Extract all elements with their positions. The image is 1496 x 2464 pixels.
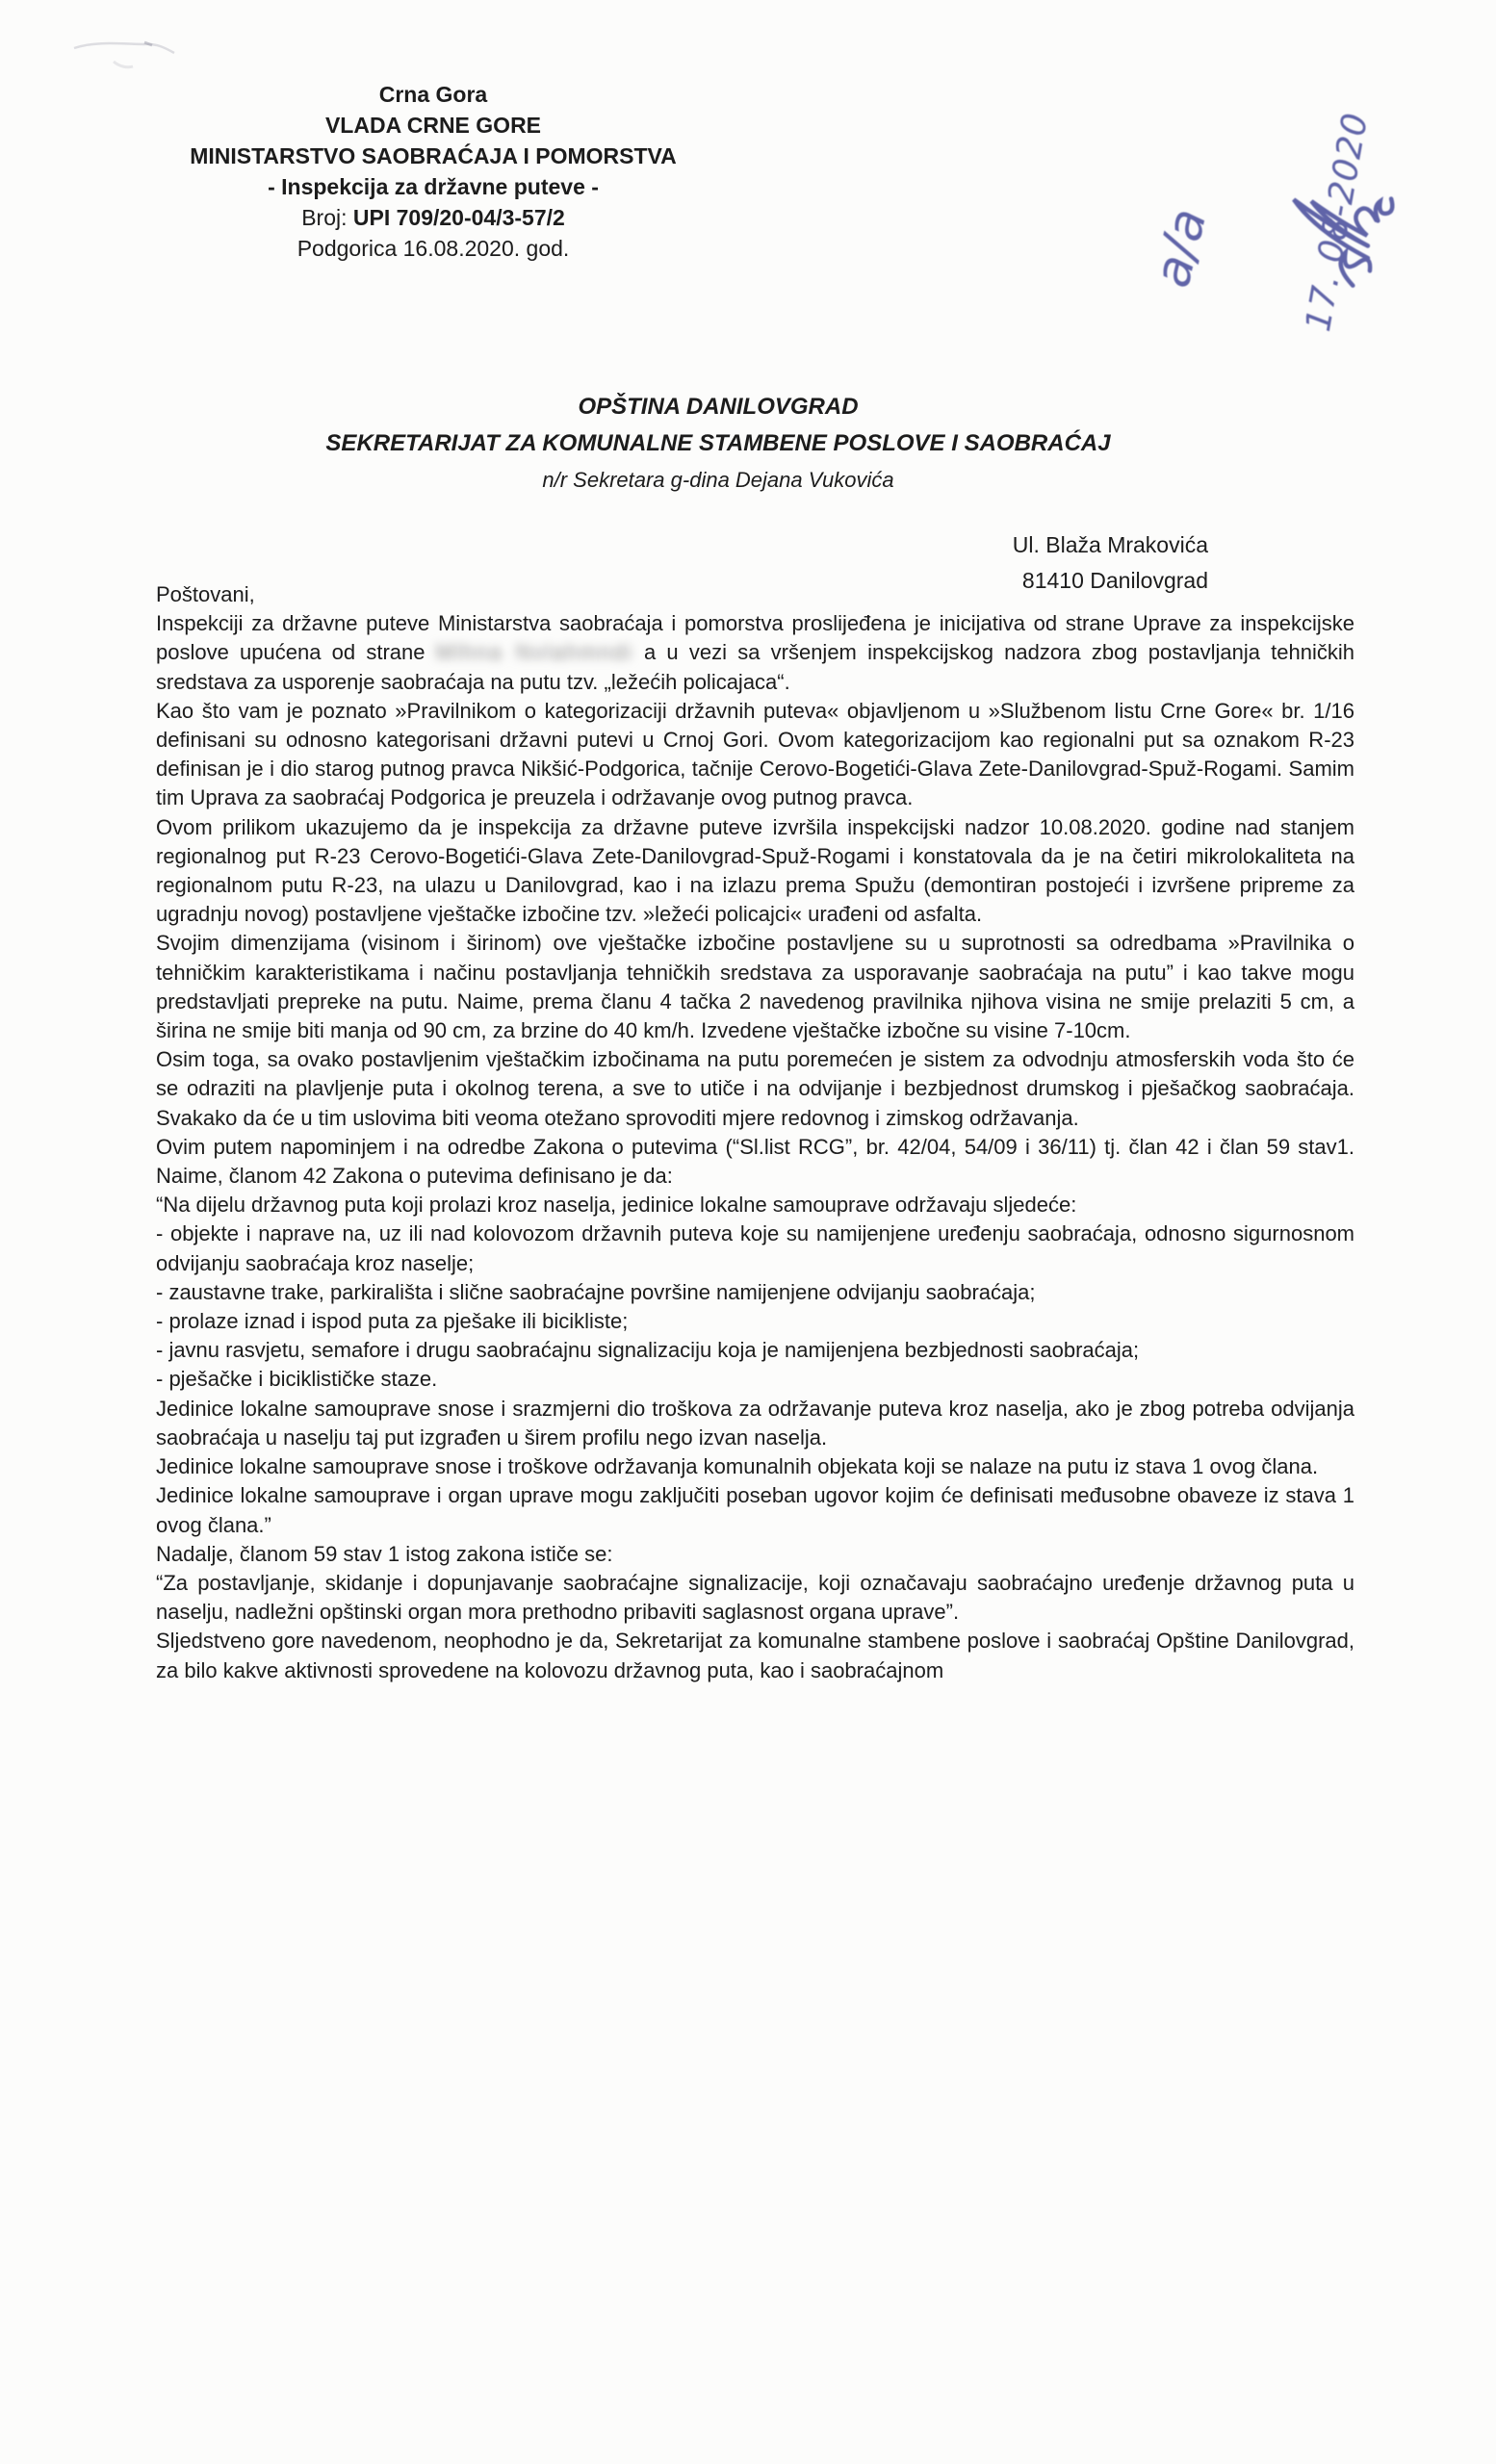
body-paragraph: “Na dijelu državnog puta koji prolazi kroz naselja, jedinice lokalne samouprave održavaju sljedeće: — [156, 1193, 1077, 1218]
body-text-span: a u vezi sa vršenjem inspekcijskog nadzora zbog postavljanja tehničkih sredstava za usporenje saobraćaja na putu tzv. „ležećih policajaca“. — [156, 640, 1354, 694]
handwritten-date: 17. 08-2020 — [1298, 109, 1377, 335]
body-text-span: Inspekciji za državne puteve Ministarstva saobraćaja i pomorstva proslijeđena je inicijativa od strane Uprave za inspekcijske poslove upućena od strane — [156, 611, 1354, 665]
body-paragraph: Osim toga, sa ovako postavljenim vještačkim izbočinama na putu poremećen je sistem za odvodnju atmosferskih voda što će se odraziti na plavljenje puta i okolnog terena, a sve to utiče i na odvijanje i bezbjednost drumskog i pješačkog saobraćaja. Svakako da će u tim uslovima biti veoma otežano sprovoditi mjere redovnog i zimskog održavanja. — [156, 1047, 1354, 1130]
body-paragraph: Jedinice lokalne samouprave snose i troškove održavanja komunalnih objekata koji se nalaze na putu iz stava 1 ovog člana. — [156, 1454, 1319, 1479]
letterhead-department: - Inspekcija za državne puteve - — [268, 174, 599, 199]
letterhead-place-date: Podgorica 16.08.2020. god. — [297, 236, 570, 261]
recipient-block — [0, 389, 1436, 499]
body-paragraph: Ovim putem napominjem i na odredbe Zakona o putevima (“Sl.list RCG”, br. 42/04, 54/09 i 36/11) tj. član 42 i član 59 stav1. Naime, članom 42 Zakona o putevima definisano je da: — [156, 1134, 1354, 1189]
body-paragraph: “Za postavljanje, skidanje i dopunjavanje saobraćajne signalizacije, koji označavaju saobraćajno uređenje državnog puta u naselju, nadležni opštinski organ mora prethodno pribaviti saglasnost organa uprave”. — [156, 1570, 1354, 1625]
body-paragraph: Jedinice lokalne samouprave snose i srazmjerni dio troškova za održavanje puteva kroz naselja, ako je zbog potreba odvijanja saobraćaja u naselju taj put izgrađen u širem profilu nego izvan naselja. — [156, 1396, 1354, 1450]
body-paragraph: Poštovani, — [156, 582, 255, 606]
letterhead-number — [135, 202, 732, 233]
body-paragraph: - pješačke i biciklističke staze. — [156, 1367, 438, 1392]
recipient-secretariat: SEKRETARIJAT ZA KOMUNALNE STAMBENE POSLOVE I SAOBRAĆAJ — [325, 430, 1111, 456]
body-paragraph: Ovom prilikom ukazujemo da je inspekcija za državne puteve izvršila inspekcijski nadzor 10.08.2020. godine nad stanjem regionalnog put R-23 Cerovo-Bogetići-Glava Zete-Danilovgrad-Spuž-Rogami i konstatovala da je na četiri mikrolokaliteta na regionalnom putu R-23, na ulazu u Danilovgrad, kao i na izlazu prema Spužu (demontiran postojeći i izvršene pripreme za ugradnju novog) postavljene vještačke izbočine tzv. »ležeći policajci« urađeni od asfalta. — [156, 814, 1354, 927]
recipient-municipality: OPŠTINA DANILOVGRAD — [578, 394, 859, 420]
recipient-attention: n/r Sekretara g-dina Dejana Vukovića — [542, 468, 894, 492]
handwritten-annotation — [1076, 37, 1423, 354]
letterhead-number-label: Broj: — [301, 205, 353, 230]
address-street: Ul. Blaža Mrakovića — [1012, 532, 1208, 557]
body-paragraph: - zaustavne trake, parkirališta i slične saobraćajne površine namijenjene odvijanju saobraćaja; — [156, 1279, 1036, 1304]
body-text — [156, 580, 1354, 1685]
body-paragraph: Jedinice lokalne samouprave i organ uprave mogu zaključiti poseban ugovor kojim će definisati međusobne obaveze iz stava 1 ovog člana.” — [156, 1483, 1354, 1537]
letterhead-number-value: UPI 709/20-04/3-57/2 — [352, 205, 565, 230]
body-paragraph — [156, 609, 1354, 697]
body-paragraph: - javnu rasvjetu, semafore i drugu saobraćajnu signalizaciju koja je namijenjena bezbjednosti saobraćaja; — [156, 1338, 1140, 1363]
address-city: 81410 Danilovgrad — [1021, 568, 1208, 593]
body-paragraph: - prolaze iznad i ispod puta za pješake ili bicikliste; — [156, 1309, 629, 1334]
letterhead-ministry: MINISTARSTVO SAOBRAĆAJA I POMORSTVA — [190, 143, 677, 168]
body-paragraph: Svojim dimenzijama (visinom i širinom) ove vještačke izbočine postavljene su u suprotnosti sa odredbama »Pravilnika o tehničkim karakteristikama i načinu postavljanja tehničkih sredstava za usporavanje saobraćaja na putu” i kao takve mogu predstavljati prepreke na putu. Naime, prema članu 4 tačka 2 navedenog pravilnika njihova visina ne smije prelaziti 5 cm, a širina ne smije biti manja od 90 cm, za brzine do 40 km/h. Izvedene vještačke izbočne su visine 7-10cm. — [156, 931, 1354, 1043]
redacted-name: Mlhna Nvlahmndi — [435, 640, 633, 665]
handwritten-archive-mark: a/a — [1143, 202, 1219, 294]
body-paragraph: - objekte i naprave na, uz ili nad kolovozom državnih puteva koje su namijenjene uređenju saobraćaja, odnosno sigurnosnom odvijanju saobraćaja kroz naselje; — [156, 1221, 1354, 1275]
letterhead-government: VLADA CRNE GORE — [324, 113, 542, 138]
body-paragraph: Sljedstveno gore navedenom, neophodno je da, Sekretarijat za komunalne stambene poslove i saobraćaj Opštine Danilovgrad, za bilo kakve aktivnosti sprovedene na kolovozu državnog puta, kao i saobraćajnom — [156, 1629, 1354, 1682]
letterhead-country: Crna Gora — [378, 82, 488, 107]
letterhead — [135, 79, 732, 264]
body-paragraph: Kao što vam je poznato »Pravilnikom o kategorizaciji državnih puteva« objavljenom u »Službenom listu Crne Gore« br. 1/16 definisani su odnosno kategorisani državni putevi u Crnoj Gori. Ovom kategorizacijom kao regionalni put sa oznakom R-23 definisan je i dio starog putnog pravca Nikšić-Podgorica, tačnije Cerovo-Bogetići-Glava Zete-Danilovgrad-Spuž-Rogami. Samim tim Uprava za saobraćaj Podgorica je preuzela i održavanje ovog putnog pravca. — [156, 698, 1354, 810]
body-paragraph: Nadalje, članom 59 stav 1 istog zakona ističe se: — [156, 1541, 613, 1566]
